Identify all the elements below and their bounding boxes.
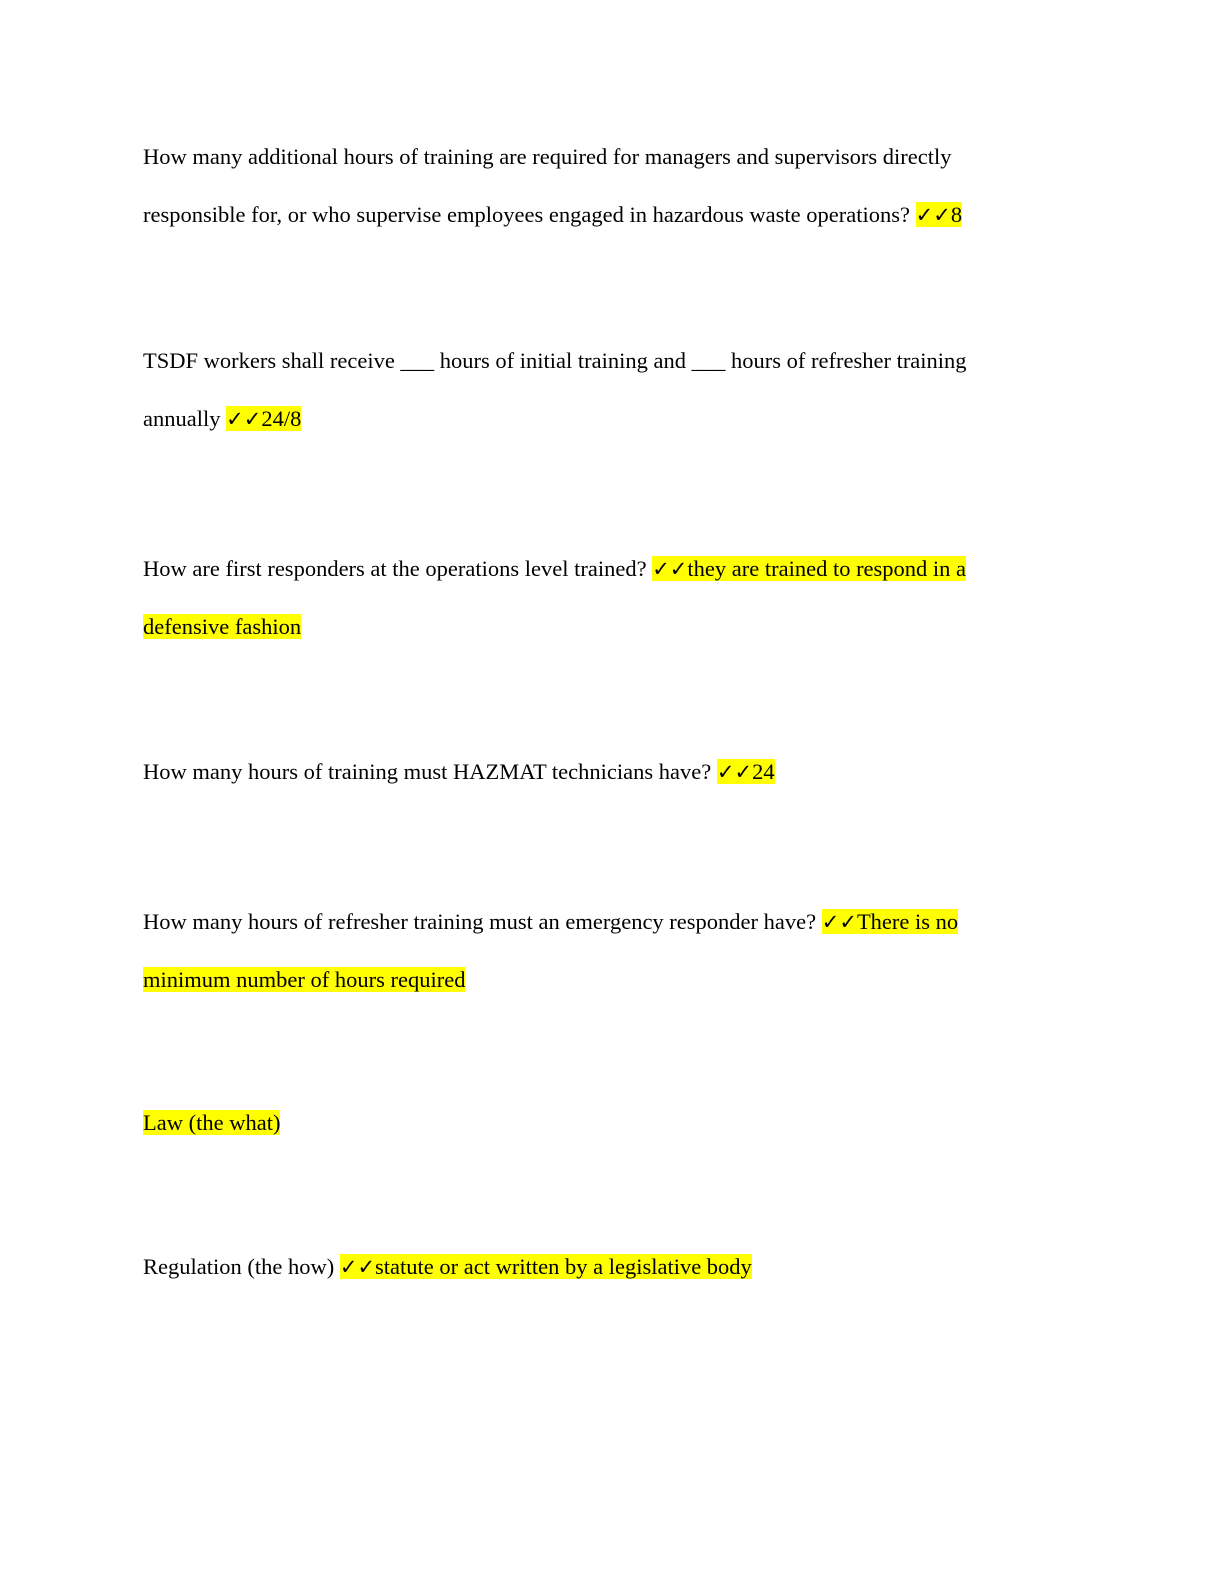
answer-highlight (226, 406, 301, 431)
answer-text: they are trained to respond in a defensive fashion (143, 556, 967, 639)
double-check-icon: ✓✓ (226, 407, 262, 431)
answer-highlight (916, 202, 962, 227)
double-check-icon: ✓✓ (652, 557, 688, 581)
question-text: How are first responders at the operations level trained? (143, 556, 653, 581)
qa-item-4 (143, 743, 1023, 801)
qa-item-3 (143, 540, 1023, 656)
double-check-icon: ✓✓ (915, 203, 951, 227)
answer-highlight (340, 1254, 752, 1279)
answer-text: 24/8 (261, 406, 302, 431)
question-text: How many hours of refresher training must an emergency responder have? (143, 909, 822, 934)
answer-text: 8 (950, 202, 963, 227)
question-text: How many additional hours of training are required for managers and supervisors directly responsible for, or who supervise employees engaged in hazardous waste operations? (143, 144, 952, 227)
qa-item-7 (143, 1238, 1023, 1296)
qa-item-5 (143, 893, 1023, 1009)
question-text: TSDF workers shall receive ___ hours of initial training and ___ hours of refresher training annually (143, 348, 967, 431)
answer-highlight (717, 759, 775, 784)
answer-text: There is no minimum number of hours required (143, 909, 959, 992)
term-text: Law (the what) (143, 1110, 281, 1135)
qa-item-1 (143, 128, 1023, 244)
double-check-icon: ✓✓ (821, 910, 857, 934)
term-item (143, 1094, 1023, 1152)
question-text: How many hours of training must HAZMAT technicians have? (143, 759, 717, 784)
double-check-icon: ✓✓ (339, 1255, 376, 1279)
answer-text: statute or act written by a legislative body (375, 1254, 752, 1279)
qa-item-2 (143, 332, 1023, 448)
question-text: Regulation (the how) (143, 1254, 340, 1279)
answer-text: 24 (752, 759, 775, 784)
double-check-icon: ✓✓ (716, 760, 753, 784)
